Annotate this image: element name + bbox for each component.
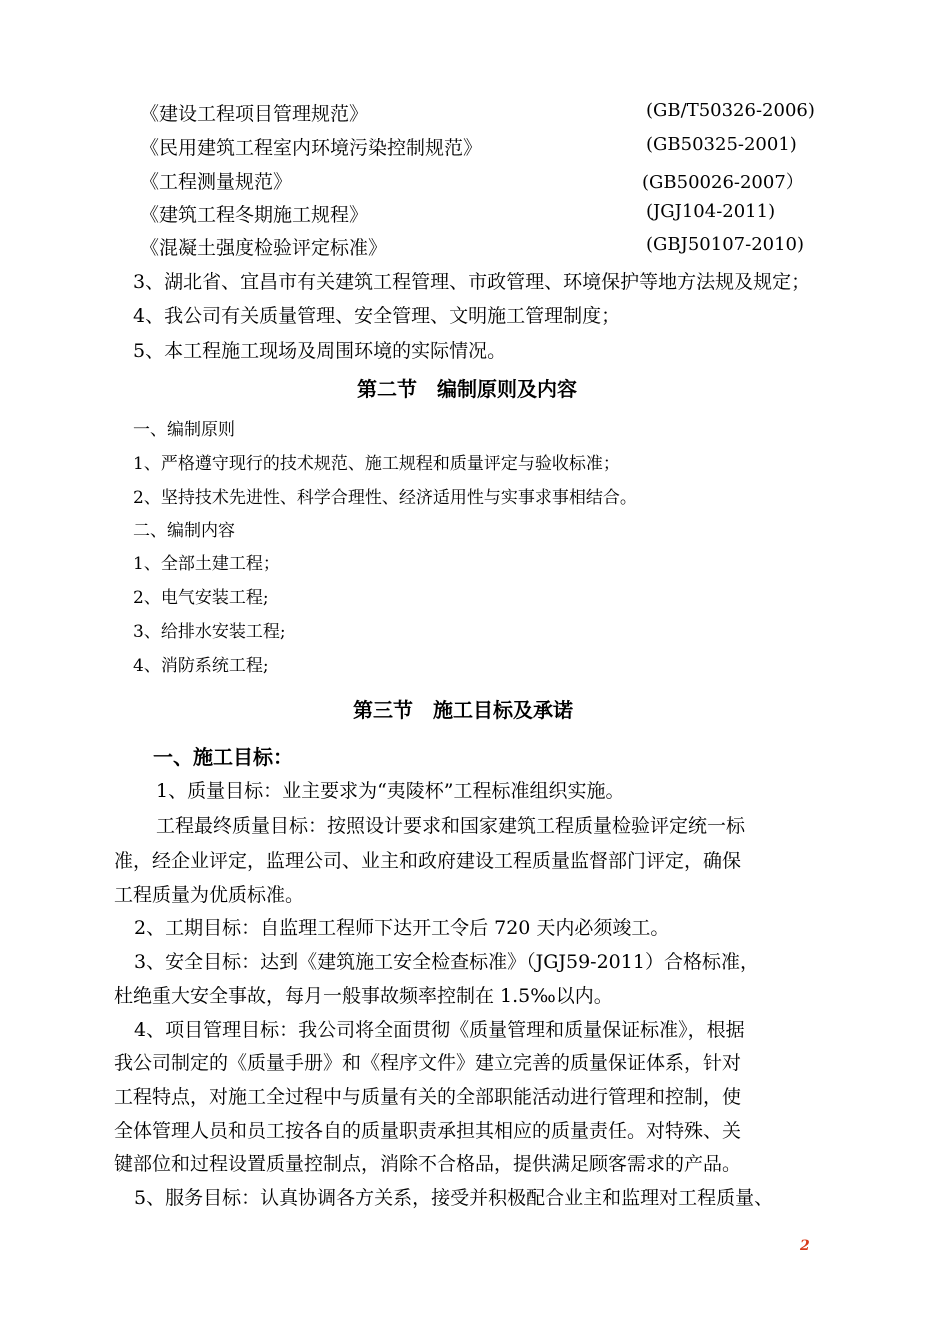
standard-code: (JGJ104-2011) (646, 201, 776, 222)
section-heading: 第三节 施工目标及承诺 (353, 698, 573, 722)
subsection-title: 二、编制内容 (133, 521, 235, 541)
body-line: 5、服务目标：认真协调各方关系，接受并积极配合业主和监理对工程质量、 (134, 1187, 774, 1209)
subsection-title: 一、施工目标： (153, 745, 293, 769)
standard-title: 《民用建筑工程室内环境污染控制规范》 (140, 137, 483, 159)
body-line: 工程质量为优质标准。 (114, 884, 305, 906)
body-line: 全体管理人员和员工按各自的质量职责承担其相应的质量责任。对特殊、关 (114, 1120, 742, 1142)
body-line: 杜绝重大安全事故，每月一般事故频率控制在 1.5‰以内。 (114, 985, 613, 1007)
body-line: 工程最终质量目标：按照设计要求和国家建筑工程质量检验评定统一标 (156, 815, 746, 837)
basis-item: 4、我公司有关质量管理、安全管理、文明施工管理制度； (133, 305, 621, 327)
body-line: 键部位和过程设置质量控制点，消除不合格品，提供满足顾客需求的产品。 (114, 1153, 742, 1175)
content-item: 4、消防系统工程; (133, 656, 269, 676)
principle-item: 2、坚持技术先进性、科学合理性、经济适用性与实事求事相结合。 (133, 488, 637, 508)
content-item: 2、电气安装工程; (133, 588, 269, 608)
principle-item: 1、严格遵守现行的技术规范、施工规程和质量评定与验收标准； (133, 454, 620, 474)
body-line: 准，经企业评定，监理公司、业主和政府建设工程质量监督部门评定，确保 (114, 850, 742, 872)
standard-title: 《工程测量规范》 (140, 171, 293, 193)
body-line: 4、项目管理目标：我公司将全面贯彻《质量管理和质量保证标准》，根据 (134, 1019, 745, 1041)
body-line: 1、质量目标：业主要求为“夷陵杯”工程标准组织实施。 (156, 780, 625, 802)
subsection-title: 一、编制原则 (133, 420, 235, 440)
body-line: 3、安全目标：达到《建筑施工安全检查标准》（JGJ59-2011）合格标准， (134, 951, 759, 973)
content-item: 3、给排水安装工程; (133, 622, 286, 642)
content-item: 1、全部土建工程； (133, 554, 280, 574)
section-heading: 第二节 编制原则及内容 (357, 377, 577, 401)
standard-code: (GB50026-2007） (642, 172, 804, 193)
standard-code: (GB/T50326-2006) (646, 100, 815, 121)
standard-title: 《建筑工程冬期施工规程》 (140, 204, 369, 226)
standard-title: 《建设工程项目管理规范》 (140, 103, 369, 125)
body-line: 2、工期目标：自监理工程师下达开工令后 720 天内必须竣工。 (134, 917, 670, 939)
standard-title: 《混凝土强度检验评定标准》 (140, 237, 388, 259)
page-number: 2 (800, 1238, 810, 1254)
basis-item: 3、湖北省、宜昌市有关建筑工程管理、市政管理、环境保护等地方法规及规定； (133, 271, 811, 293)
body-line: 工程特点，对施工全过程中与质量有关的全部职能活动进行管理和控制，使 (114, 1086, 742, 1108)
body-line: 我公司制定的《质量手册》和《程序文件》建立完善的质量保证体系，针对 (114, 1052, 742, 1074)
basis-item: 5、本工程施工现场及周围环境的实际情况。 (133, 340, 507, 362)
standard-code: (GBJ50107-2010) (646, 234, 805, 255)
standard-code: (GB50325-2001) (646, 134, 797, 155)
